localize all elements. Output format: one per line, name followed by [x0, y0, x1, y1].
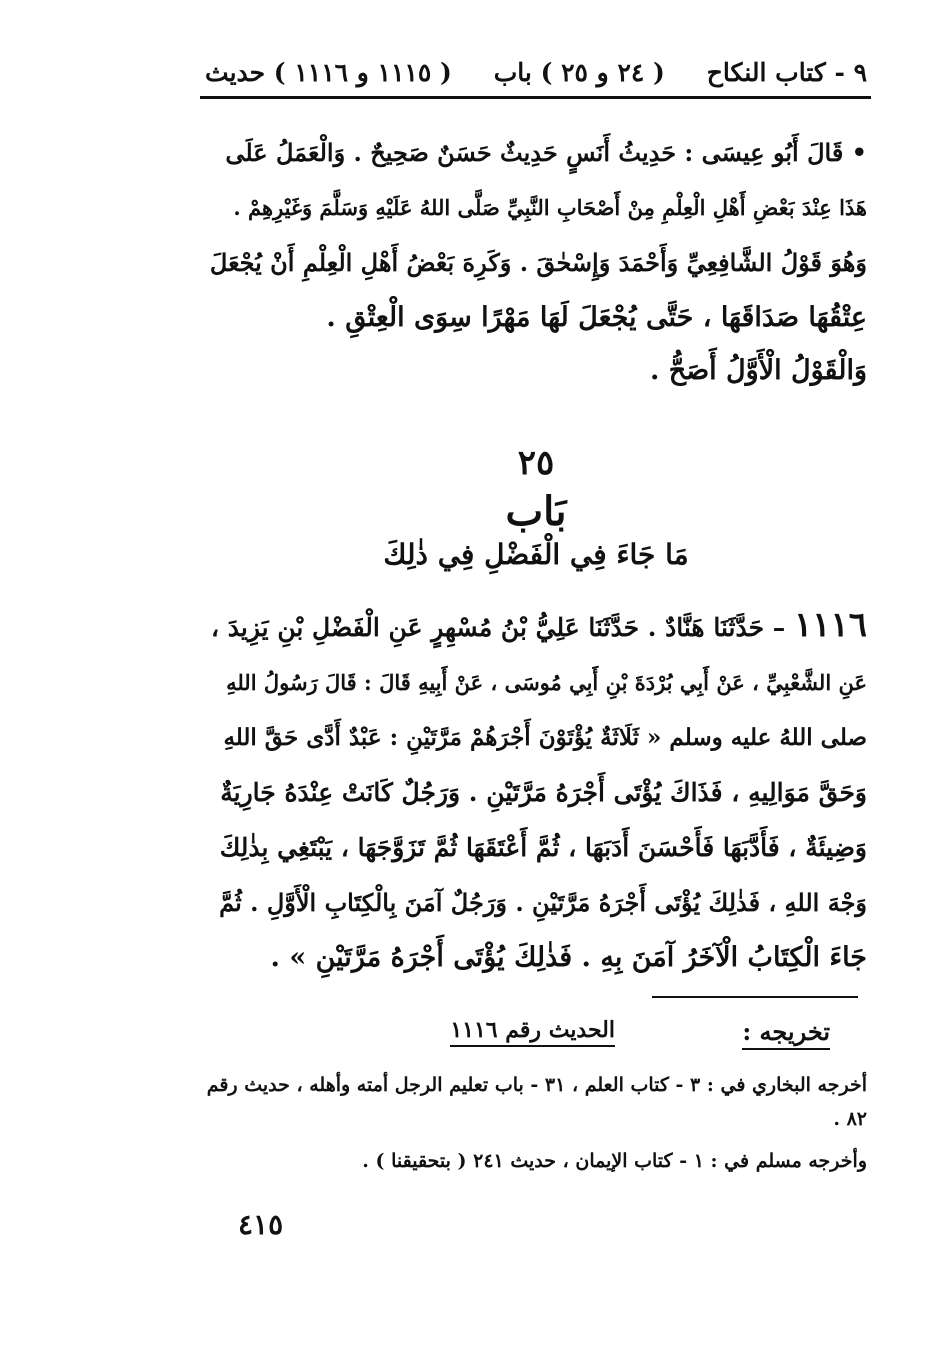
footnote-item: أخرجه البخاري في : ٣ - كتاب العلم ، ٣١ - باب تعليم الرجل أمته وأهله ، حديث رقم ٨٢ .	[206, 1074, 867, 1130]
takhrij-label: تخريجه :	[742, 1017, 830, 1050]
header-hadith-range: ( ١١١٥ و ١١١٦ ) حديث	[205, 57, 452, 87]
hadith-line: جَاءَ الْكِتَابُ الْآخَرُ آمَنَ بِهِ . فَذٰلِكَ يُؤْتَى أَجْرَهُ مَرَّتَيْنِ » .	[270, 942, 867, 973]
footnote-divider	[652, 996, 858, 998]
commentary-line: عِتْقُهَا صَدَاقَهَا ، حَتَّى يُجْعَلَ لَهَا مَهْرًا سِوَى الْعِتْقِ .	[326, 302, 867, 333]
chapter-number: ٢٥	[517, 443, 555, 483]
commentary-line: وَهُوَ قَوْلُ الشَّافِعِيِّ وَأَحْمَدَ وَإِسْحٰقَ . وَكَرِهَ بَعْضُ أَهْلِ الْعِلْمِ أَنْ يُجْعَلَ	[209, 248, 867, 277]
takhrij-hadith-number: الحديث رقم ١١١٦	[450, 1017, 615, 1047]
hadith-line	[205, 598, 867, 655]
hadith-number: ١١١٦	[793, 605, 867, 645]
chapter-title: مَا جَاءَ فِي الْفَضْلِ فِي ذٰلِكَ	[383, 538, 689, 571]
chapter-heading: بَاب	[505, 488, 567, 535]
page-number: ٤١٥	[238, 1208, 284, 1241]
footnotes	[205, 1068, 867, 1186]
hadith-line: وَحَقَّ مَوَالِيهِ ، فَذَاكَ يُؤْتَى أَجْرَهُ مَرَّتَيْنِ . وَرَجُلٌ كَانَتْ عِنْدَهُ جَارِيَةٌ	[220, 778, 867, 807]
hadith-line: عَنِ الشَّعْبِيِّ ، عَنْ أَبِي بُرْدَةَ بْنِ أَبِي مُوسَى ، عَنْ أَبِيهِ قَالَ : قَالَ رَسُولُ اللهِ	[226, 670, 867, 695]
hadith-line: صلى اللهُ عليه وسلم « ثَلَاثَةٌ يُؤْتَوْنَ أَجْرَهُمْ مَرَّتَيْنِ : عَبْدٌ أَدَّى حَقَّ اللهِ	[223, 724, 867, 751]
running-header	[205, 50, 867, 94]
conclusion-paragraph	[205, 343, 867, 398]
hadith-text: – حَدَّثَنَا هَنَّادٌ . حَدَّثَنَا عَلِيُّ بْنُ مُسْهِرٍ عَنِ الْفَضْلِ بْنِ يَزِيدَ ،	[211, 613, 786, 642]
hadith-line: وَضِيئَةٌ ، فَأَدَّبَهَا فَأَحْسَنَ أَدَبَهَا ، ثُمَّ أَعْتَقَهَا ثُمَّ تَزَوَّجَهَا ، يَبْتَغِي بِذٰلِكَ	[219, 833, 867, 862]
conclusion-line: وَالْقَوْلُ الْأَوَّلُ أَصَحُّ .	[649, 355, 867, 386]
hadith-paragraph	[205, 598, 867, 985]
hadith-line: وَجْهَ اللهِ ، فَذٰلِكَ يُؤْتَى أَجْرَهُ مَرَّتَيْنِ . وَرَجُلٌ آمَنَ بِالْكِتَابِ الْأَوَّلِ . ثُمَّ	[219, 888, 867, 917]
commentary-line: • قَالَ أَبُو عِيسَى : حَدِيثُ أَنَسٍ حَدِيثٌ حَسَنٌ صَحِيحٌ . وَالْعَمَلُ عَلَى	[225, 138, 867, 167]
commentary-line: هَذَا عِنْدَ بَعْضِ أَهْلِ الْعِلْمِ مِنْ أَصْحَابِ النَّبِيِّ صَلَّى اللهُ عَلَيْهِ وَسَلَّمَ وَغَيْرِهِمْ .	[233, 195, 867, 220]
header-divider	[200, 96, 871, 99]
header-book-title: ٩ - كتاب النكاح	[706, 57, 867, 87]
header-chapter-range: ( ٢٤ و ٢٥ ) باب	[493, 57, 665, 87]
footnote-item: وأخرجه مسلم في : ١ - كتاب الإيمان ، حديث ٢٤١ ( بتحقيقنا ) .	[362, 1150, 867, 1172]
commentary-paragraph	[205, 125, 867, 345]
